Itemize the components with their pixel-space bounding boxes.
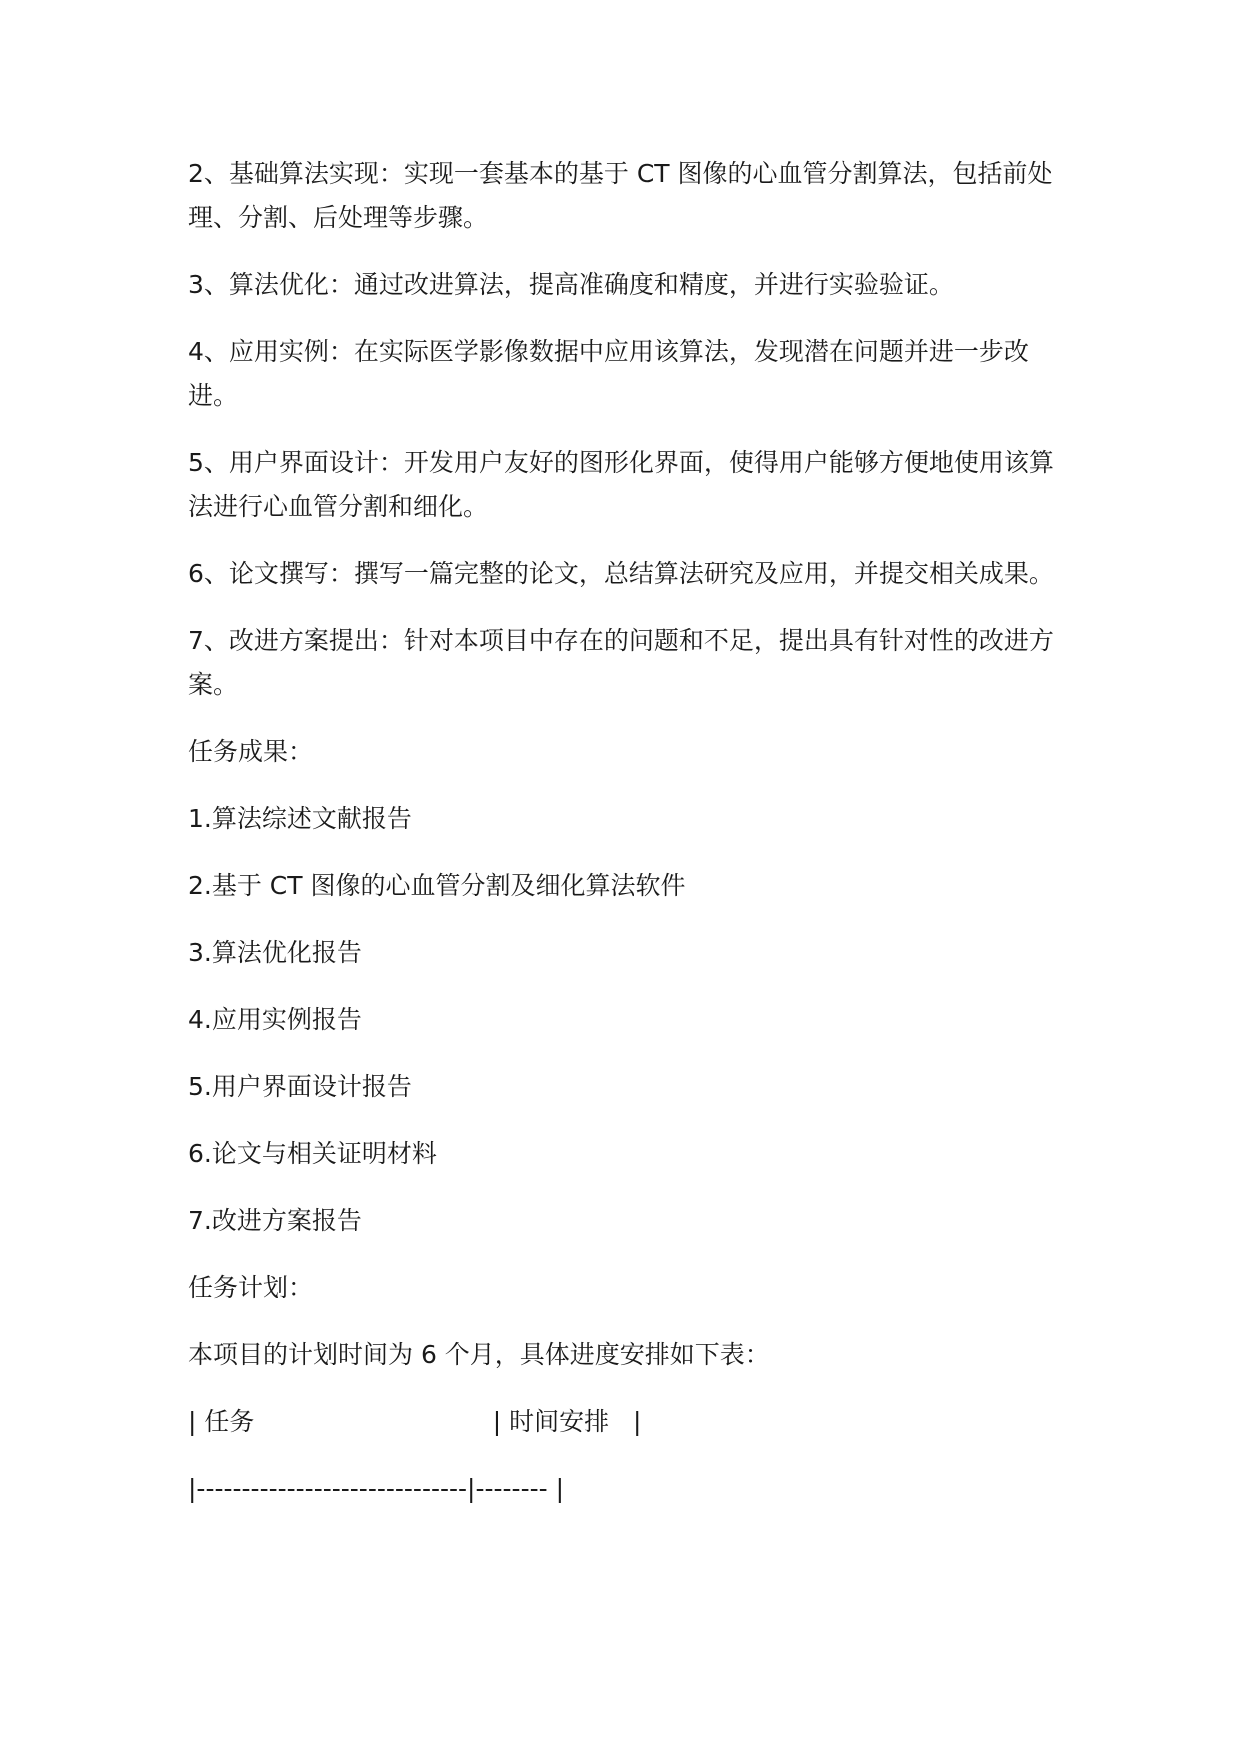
paragraph-step-2: 2、基础算法实现：实现一套基本的基于 CT 图像的心血管分割算法，包括前处理、分割、后处理等步骤。 <box>188 159 1053 232</box>
deliverable-item-4: 4.应用实例报告 <box>188 1005 362 1034</box>
document-body <box>188 152 1058 1534</box>
deliverable-item-2: 2.基于 CT 图像的心血管分割及细化算法软件 <box>188 871 686 900</box>
heading-deliverables: 任务成果： <box>188 737 314 766</box>
plan-intro: 本项目的计划时间为 6 个月，具体进度安排如下表： <box>188 1340 770 1369</box>
paragraph-step-7: 7、改进方案提出：针对本项目中存在的问题和不足，提出具有针对性的改进方案。 <box>188 626 1054 699</box>
deliverable-item-3: 3.算法优化报告 <box>188 938 362 967</box>
deliverable-item-7: 7.改进方案报告 <box>188 1206 362 1235</box>
paragraph-step-4: 4、应用实例：在实际医学影像数据中应用该算法，发现潜在问题并进一步改进。 <box>188 337 1029 410</box>
markdown-table-header: | 任务 | 时间安排 | <box>188 1407 642 1436</box>
paragraph-step-5: 5、用户界面设计：开发用户友好的图形化界面，使得用户能够方便地使用该算法进行心血管分割和细化。 <box>188 448 1054 521</box>
deliverable-item-5: 5.用户界面设计报告 <box>188 1072 412 1101</box>
heading-task-plan: 任务计划： <box>188 1273 314 1302</box>
markdown-table-separator: |------------------------------|-------- | <box>188 1474 565 1503</box>
paragraph-step-6: 6、论文撰写：撰写一篇完整的论文，总结算法研究及应用，并提交相关成果。 <box>188 559 1054 588</box>
deliverable-item-1: 1.算法综述文献报告 <box>188 804 412 833</box>
paragraph-step-3: 3、算法优化：通过改进算法，提高准确度和精度，并进行实验验证。 <box>188 270 954 299</box>
deliverable-item-6: 6.论文与相关证明材料 <box>188 1139 437 1168</box>
